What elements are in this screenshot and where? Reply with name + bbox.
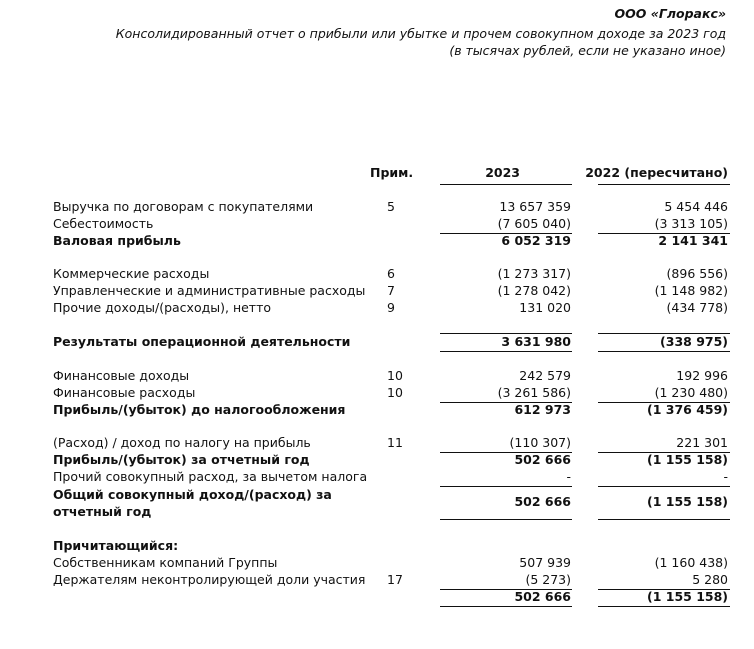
row-final-total: [0, 589, 754, 605]
row-label: Коммерческие расходы: [53, 266, 210, 281]
value-2022: 5 280: [692, 572, 728, 587]
row-non-controlling: [0, 572, 754, 588]
value-2022: 2 141 341: [658, 233, 728, 248]
operating-rule-bottom-2022: [598, 351, 730, 352]
value-2022: (1 148 982): [654, 283, 728, 298]
header-rule-2022: [598, 184, 730, 185]
value-2023: (3 261 586): [497, 385, 571, 400]
value-2022: 221 301: [676, 435, 728, 450]
row-total-comprehensive: [0, 486, 754, 520]
row-note: 5: [387, 199, 395, 214]
row-label: Держателям неконтролирующей доли участия: [53, 572, 366, 587]
value-2023: 6 052 319: [501, 233, 571, 248]
row-note: 9: [387, 300, 395, 315]
row-admin-expenses: [0, 283, 754, 299]
row-label: Финансовые доходы: [53, 368, 190, 383]
value-2022: (896 556): [666, 266, 728, 281]
row-label: Результаты операционной деятельности: [53, 334, 351, 349]
value-2022: (3 313 105): [654, 216, 728, 231]
value-2022: (338 975): [660, 334, 728, 349]
column-header-note: Прим.: [370, 165, 414, 180]
row-gross-profit: [0, 233, 754, 249]
value-2023: 13 657 359: [499, 199, 571, 214]
value-2022: (1 155 158): [646, 589, 728, 604]
value-2022: 192 996: [676, 368, 728, 383]
row-label: Прибыль/(убыток) до налогообложения: [53, 402, 346, 417]
row-other-income: [0, 300, 754, 316]
row-label-line-1: Общий совокупный доход/(расход) за: [53, 487, 332, 502]
row-label: Прочие доходы/(расходы), нетто: [53, 300, 272, 315]
total-ci-rule-bottom-2022: [598, 519, 730, 520]
value-2023: 507 939: [519, 555, 571, 570]
row-selling-expenses: [0, 266, 754, 282]
header-rule-2023: [440, 184, 572, 185]
value-2023: 242 579: [519, 368, 571, 383]
column-header-2022: 2022 (пересчитано): [585, 165, 728, 180]
row-finance-income: [0, 368, 754, 384]
row-label: Управленческие и административные расходы: [53, 283, 366, 298]
row-label-line-2: отчетный год: [53, 504, 152, 519]
value-2022: (1 230 480): [654, 385, 728, 400]
row-note: 10: [387, 385, 403, 400]
row-label: Себестоимость: [53, 216, 154, 231]
value-2023: 3 631 980: [501, 334, 571, 349]
row-operating-result: [0, 334, 754, 350]
row-finance-expenses: [0, 385, 754, 401]
value-2023: 502 666: [514, 452, 571, 467]
value-2022: (1 155 158): [646, 494, 728, 509]
row-label: (Расход) / доход по налогу на прибыль: [53, 435, 311, 450]
row-note: 17: [387, 572, 403, 587]
row-note: 7: [387, 283, 395, 298]
row-label: Финансовые расходы: [53, 385, 196, 400]
row-label: Причитающийся:: [53, 538, 179, 553]
value-2023: 612 973: [514, 402, 571, 417]
row-profit-before-tax: [0, 402, 754, 418]
value-2023: -: [566, 469, 571, 484]
value-2023: (110 307): [509, 435, 571, 450]
row-owners: [0, 555, 754, 571]
value-2022: 5 454 446: [664, 199, 728, 214]
row-income-tax: [0, 435, 754, 451]
column-header-2023: 2023: [485, 165, 520, 180]
value-2023: 131 020: [519, 300, 571, 315]
row-label: Выручка по договорам с покупателями: [53, 199, 314, 214]
final-rule-bottom-2023: [440, 606, 572, 607]
row-revenue: [0, 199, 754, 215]
value-2023: (7 605 040): [497, 216, 571, 231]
row-note: 6: [387, 266, 395, 281]
value-2023: (1 273 317): [497, 266, 571, 281]
row-cost-of-sales: [0, 216, 754, 232]
value-2022: (1 160 438): [654, 555, 728, 570]
row-label: Собственникам компаний Группы: [53, 555, 278, 570]
row-label: Прибыль/(убыток) за отчетный год: [53, 452, 310, 467]
value-2022: (1 155 158): [646, 452, 728, 467]
row-label: [53, 486, 332, 520]
total-ci-rule-bottom-2023: [440, 519, 572, 520]
report-title: Консолидированный отчет о прибыли или убытке и прочем совокупном доходе за 2023 год: [115, 26, 726, 41]
row-label: Валовая прибыль: [53, 233, 181, 248]
value-2022: (434 778): [666, 300, 728, 315]
company-name: ООО «Глоракс»: [614, 6, 726, 21]
final-rule-bottom-2022: [598, 606, 730, 607]
value-2023: (1 278 042): [497, 283, 571, 298]
row-note: 11: [387, 435, 403, 450]
row-note: 10: [387, 368, 403, 383]
operating-rule-bottom-2023: [440, 351, 572, 352]
value-2023: 502 666: [514, 589, 571, 604]
row-net-profit: [0, 452, 754, 468]
units-note: (в тысячах рублей, если не указано иное): [449, 43, 726, 58]
row-other-comprehensive: [0, 469, 754, 485]
row-label: Прочий совокупный расход, за вычетом налога: [53, 469, 368, 484]
value-2023: 502 666: [514, 494, 571, 509]
row-attributable-heading: [0, 538, 754, 554]
value-2022: (1 376 459): [646, 402, 728, 417]
value-2023: (5 273): [525, 572, 571, 587]
value-2022: -: [723, 469, 728, 484]
